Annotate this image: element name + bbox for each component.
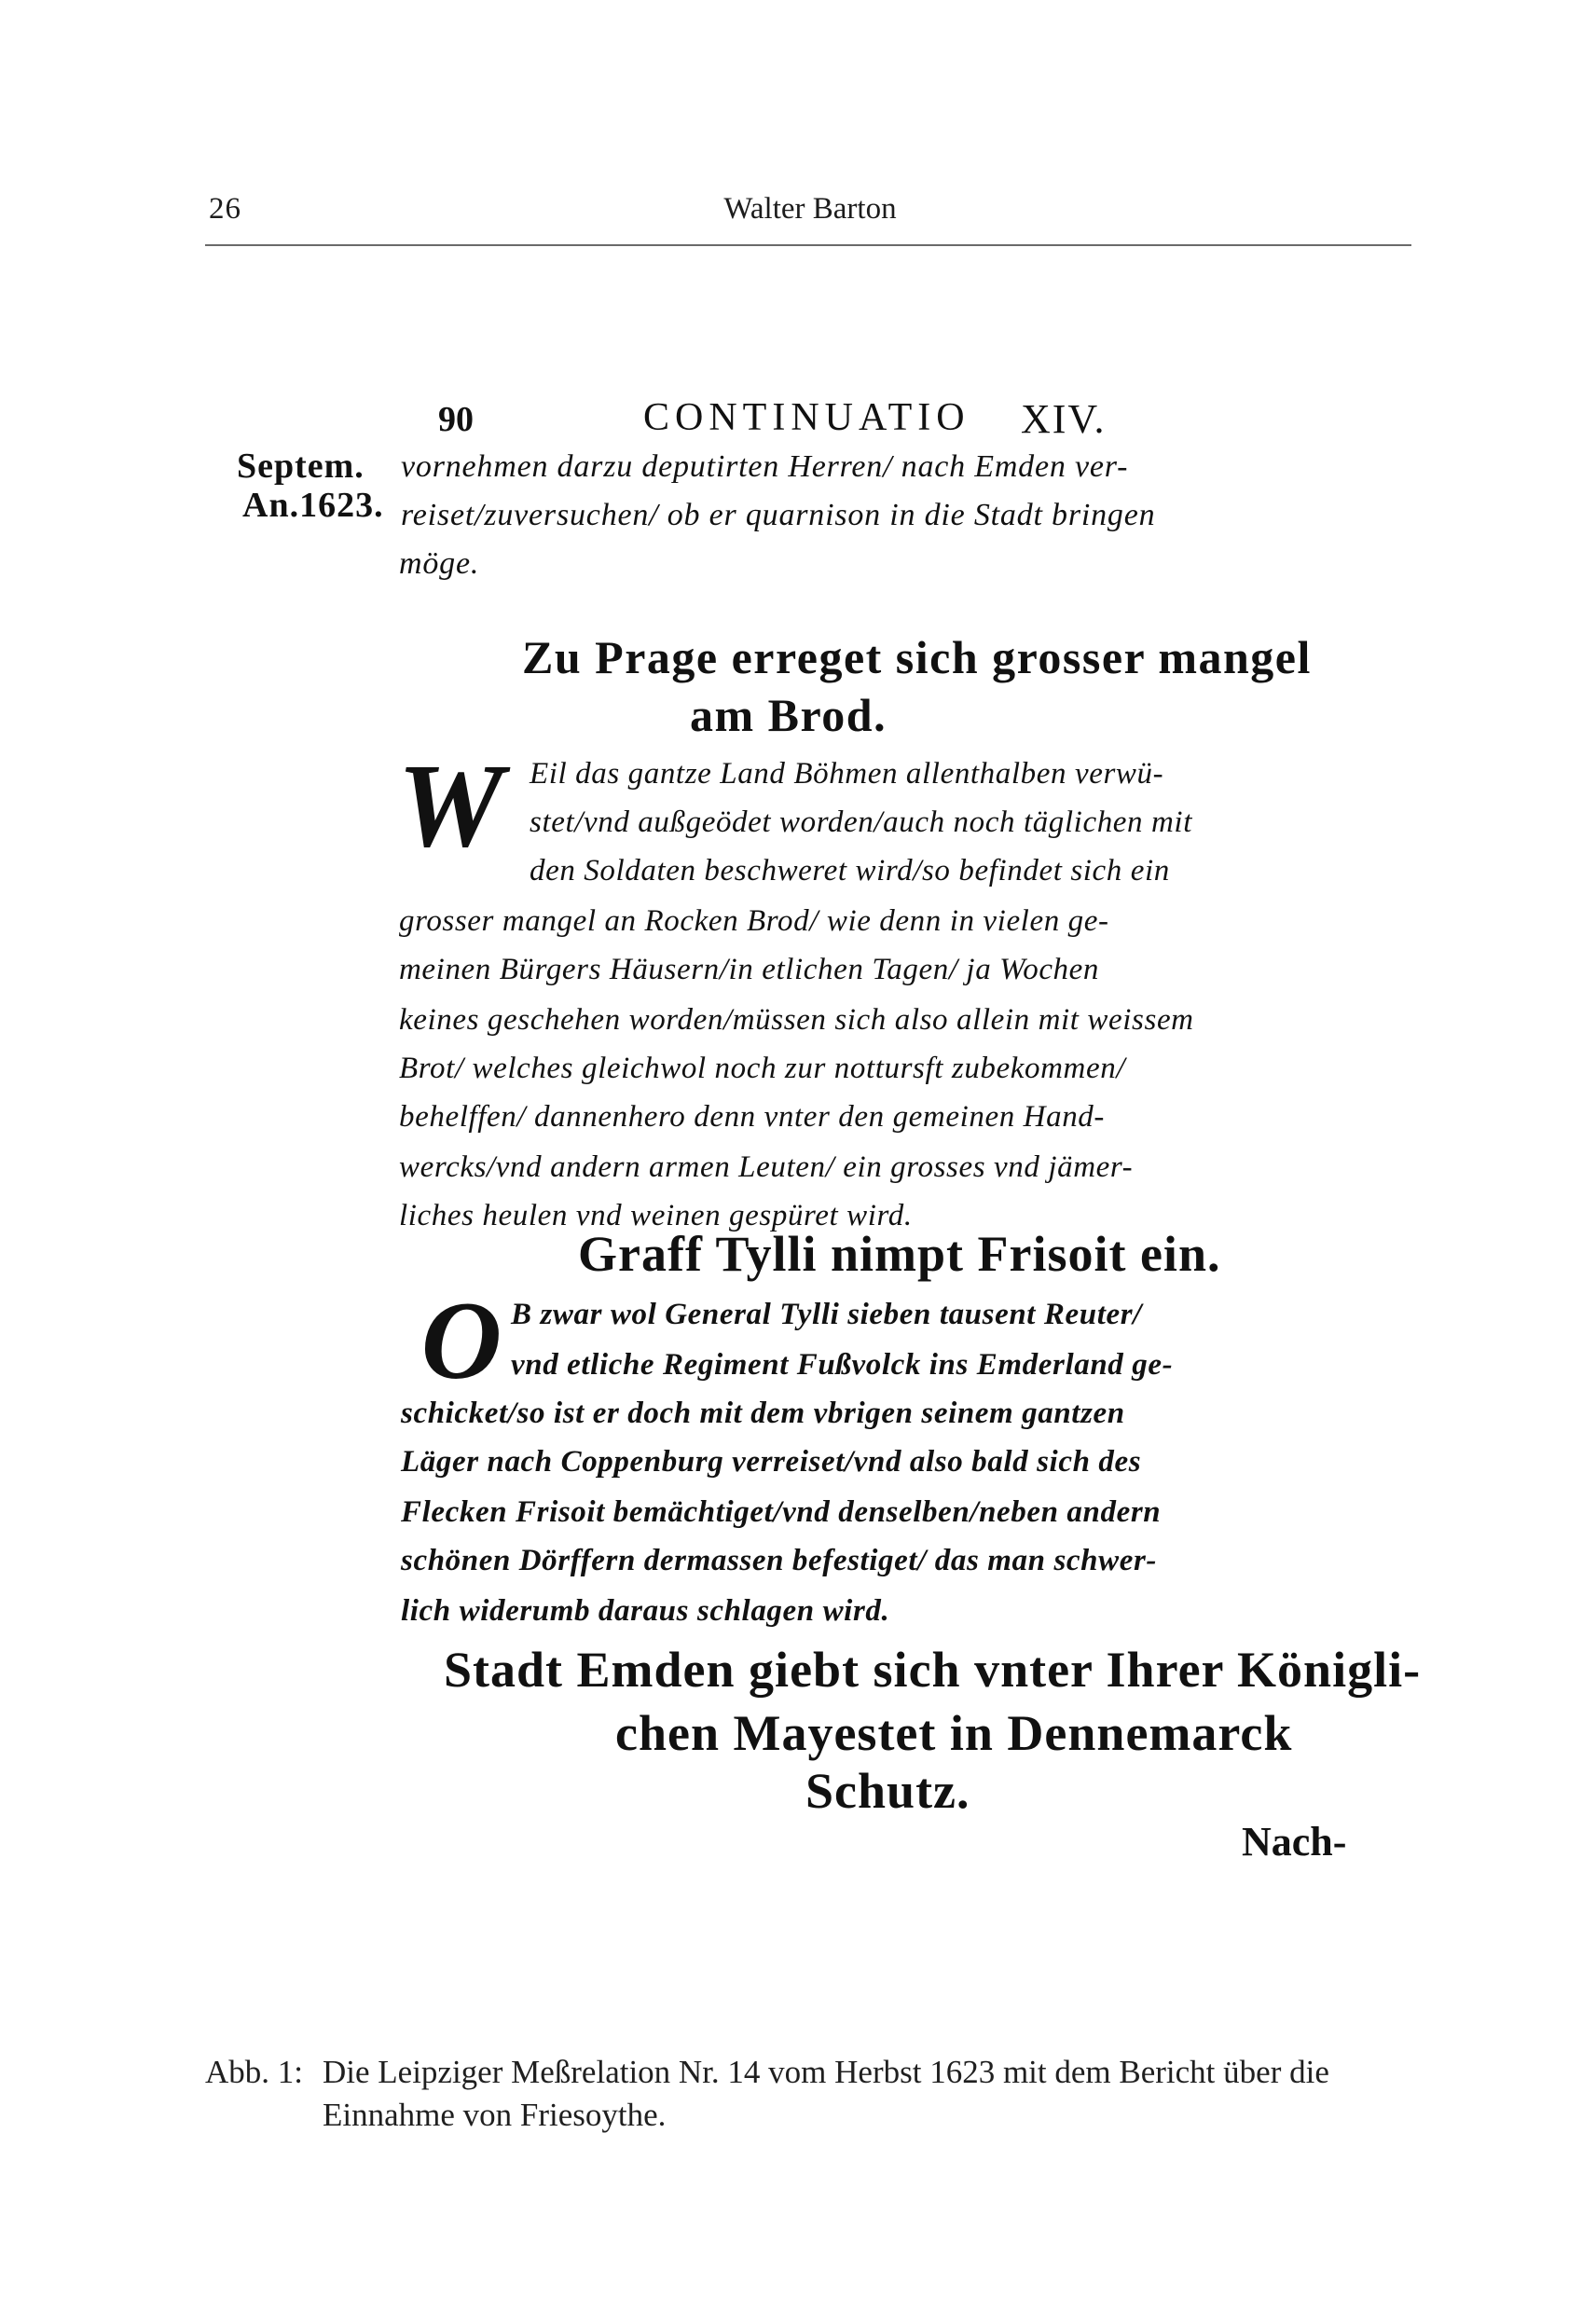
running-head (209, 192, 1411, 235)
dropcap-initial: W (397, 738, 503, 872)
text-line: vornehmen darzu deputirten Herren/ nach Emden ver- (401, 449, 1129, 484)
text-line: meinen Bürgers Häusern/in etlichen Tagen/ ja Wochen (399, 953, 1100, 986)
text-line: Flecken Frisoit bemächtiget/vnd denselben/neben andern (401, 1495, 1162, 1529)
text-line: den Soldaten beschweret wird/so befindet sich ein (530, 854, 1170, 888)
facsimile-folio: 90 (438, 400, 474, 439)
running-head-author: Walter Barton (723, 192, 897, 226)
section-heading-prague: Zu Prage erreget sich grosser mangel (522, 631, 1312, 683)
section-heading-emden-line3: Schutz. (805, 1763, 970, 1819)
text-line: Eil das gantze Land Böhmen allenthalben verwü- (530, 757, 1164, 791)
text-line: Brot/ welches gleichwol noch zur nottursft zubekommen/ (399, 1052, 1126, 1085)
caption-label: Abb. 1: (205, 2054, 303, 2090)
text-line: wercks/vnd andern armen Leuten/ ein grosses vnd jämer- (399, 1150, 1134, 1184)
section-heading-emden: Stadt Emden giebt sich vnter Ihrer Königli- (444, 1642, 1422, 1698)
section-heading-tilly: Graff Tylli nimpt Frisoit ein. (578, 1226, 1221, 1282)
text-line: vnd etliche Regiment Fußvolck ins Emderland ge- (511, 1348, 1174, 1382)
facsimile-roman-numeral: XIV. (1021, 396, 1107, 442)
text-line: möge. (399, 546, 480, 581)
facsimile-running-title: CONTINUATIO (643, 396, 970, 439)
text-line: B zwar wol General Tylli sieben tausent Reuter/ (511, 1298, 1142, 1331)
caption-text: Einnahme von Friesoythe. (323, 2097, 667, 2133)
caption-text: Die Leipziger Meßrelation Nr. 14 vom Herbst 1623 mit dem Bericht über die (323, 2054, 1329, 2090)
facsimile-page (224, 392, 1422, 1865)
section-heading-emden-line2: chen Mayestet in Dennemarck (615, 1705, 1293, 1761)
text-line: behelffen/ dannenhero denn vnter den gemeinen Hand- (399, 1100, 1105, 1134)
text-line: schönen Dörffern dermassen befestiget/ das man schwer- (401, 1544, 1157, 1577)
text-line: liches heulen vnd weinen gespüret wird. (399, 1199, 913, 1232)
section-heading-prague-line2: am Brod. (690, 689, 887, 741)
text-line: lich widerumb daraus schlagen wird. (401, 1594, 890, 1628)
text-line: Läger nach Coppenburg verreiset/vnd also bald sich des (401, 1445, 1142, 1479)
dropcap-initial: O (420, 1278, 502, 1402)
margin-note-month: Septem. (237, 447, 365, 486)
text-line: grosser mangel an Rocken Brod/ wie denn in vielen ge- (399, 904, 1109, 938)
header-rule (205, 244, 1411, 246)
text-line: schicket/so ist er doch mit dem vbrigen seinem gantzen (401, 1397, 1125, 1430)
text-line: reiset/zuversuchen/ ob er quarnison in die Stadt bringen (401, 498, 1156, 532)
text-line: stet/vnd außgeödet worden/auch noch täglichen mit (530, 805, 1192, 839)
catchword: Nach- (1242, 1819, 1347, 1865)
page-number: 26 (209, 192, 241, 226)
margin-note-year: An.1623. (242, 486, 384, 525)
text-line: keines geschehen worden/müssen sich also allein mit weissem (399, 1003, 1194, 1037)
